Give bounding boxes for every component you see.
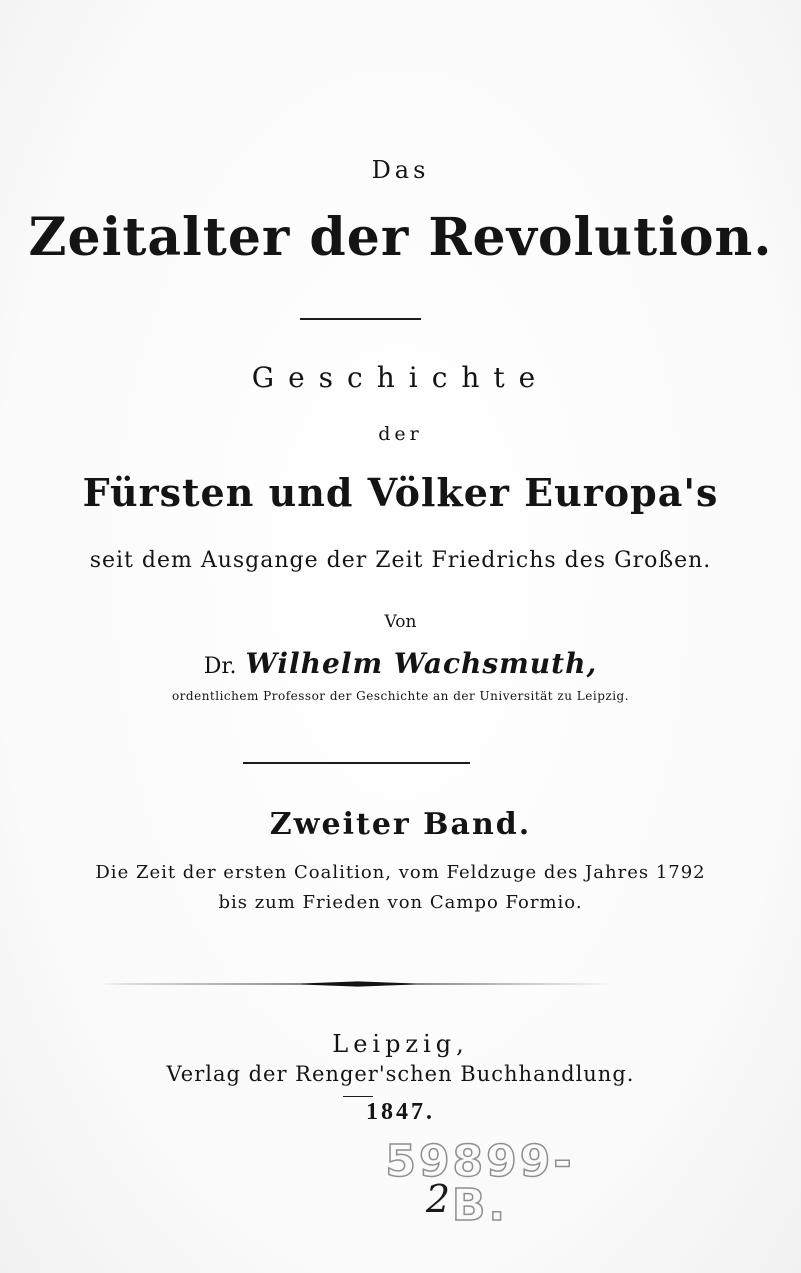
- stamp-number: 59899-B.: [385, 1136, 575, 1231]
- kicker-text: Das: [371, 156, 430, 184]
- place-of-publication: Leipzig,: [332, 1030, 469, 1058]
- publication-year: 1847.: [366, 1099, 435, 1125]
- connector-text: der: [378, 423, 423, 445]
- handwritten-mark: 2: [425, 1177, 451, 1221]
- author-name: Wilhelm Wachsmuth,: [245, 647, 598, 680]
- author-line: [0, 647, 801, 680]
- volume-heading: Zweiter Band.: [269, 807, 532, 842]
- author-prefix: Dr.: [203, 654, 237, 679]
- divider-rule: [243, 762, 470, 764]
- by-label: Von: [384, 612, 417, 632]
- volume-description-line: Die Zeit der ersten Coalition, vom Feldzuge des Jahres 1792: [95, 862, 706, 883]
- divider-rule: [343, 1096, 373, 1097]
- publisher-line: Verlag der Renger'schen Buchhandlung.: [166, 1062, 635, 1086]
- volume-description-line: bis zum Frieden von Campo Formio.: [218, 892, 583, 913]
- ornamental-rule: [100, 981, 617, 987]
- author-title: ordentlichem Professor der Geschichte an der Universität zu Leipzig.: [171, 689, 630, 703]
- library-stamp: [360, 1136, 600, 1231]
- subtitle: Geschichte: [251, 361, 550, 394]
- subject-heading: Fürsten und Völker Europa's: [82, 470, 719, 515]
- divider-rule: [300, 318, 421, 320]
- main-title: Zeitalter der Revolution.: [28, 207, 773, 268]
- period-line: seit dem Ausgange der Zeit Friedrichs des Großen.: [89, 548, 712, 573]
